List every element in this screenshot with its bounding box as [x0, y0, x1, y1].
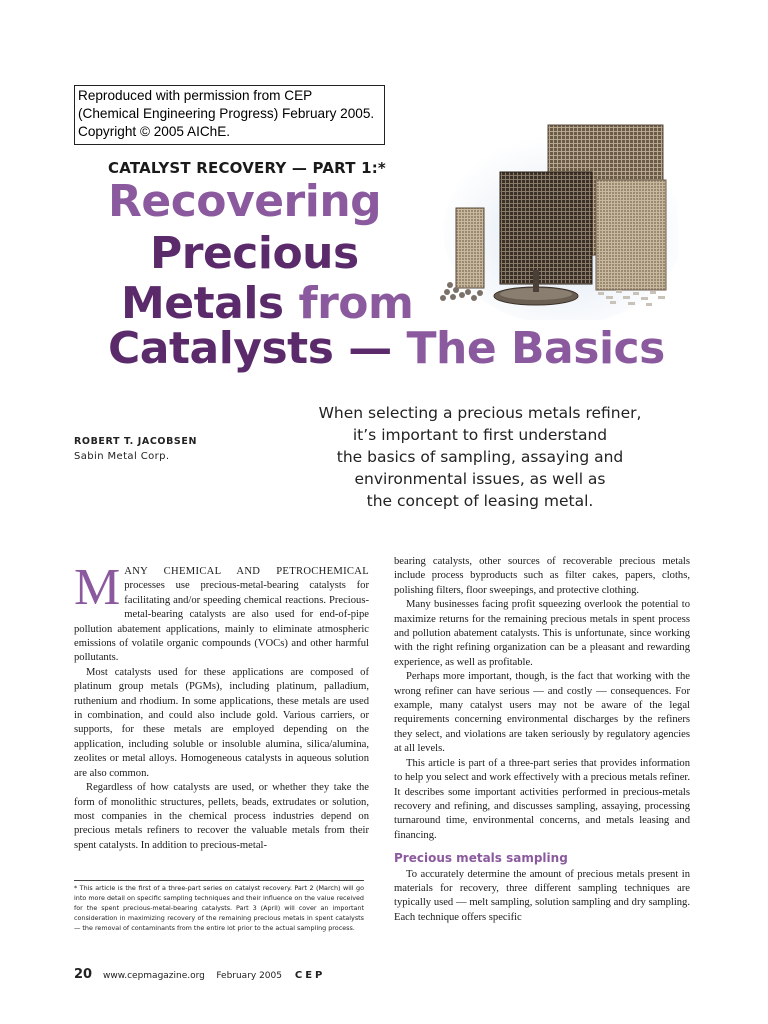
author-name: ROBERT T. JACOBSEN — [74, 436, 198, 447]
permission-line-1: Reproduced with permission from CEP — [78, 88, 313, 103]
section-heading: Precious metals sampling — [394, 851, 568, 866]
paragraph-6: Perhaps more important, though, is the fact that working with the wrong refiner can have serious — and costly — consequences. For example, many catalyst users may not be aware of the legal requirements concerning environmental discharges by the refiners they select, and violations are taken seriously by regulatory agencies at all levels. — [394, 671, 690, 755]
deck-line-4: environmental issues, as well as — [354, 470, 606, 488]
byline — [74, 434, 197, 464]
body-column-right — [394, 555, 690, 925]
paragraph-4: bearing catalysts, other sources of recoverable precious metals include process byproducts such as filter cakes, papers, cloths, polishing filters, floor sweepings, and protective clothing. — [394, 556, 690, 596]
drop-cap: M — [74, 559, 121, 616]
page-number: 20 — [74, 967, 93, 982]
deck-line-1: When selecting a precious metals refiner, — [318, 404, 642, 422]
footnote: * This article is the first of a three-part series on catalyst recovery. Part 2 (March) will go into more detail on specific sampling techniques and their influence on the value received for the spent precious-metal-bearing catalysts. Part 3 (April) will cover an important consideration in maximizing recovery of the remaining precious metals in spent catalysts — the removal of contaminants from the entire lot prior to the actual sampling process. — [74, 880, 364, 933]
deck-line-3: the basics of sampling, assaying and — [336, 448, 624, 466]
title-line-4-b: The Basics — [391, 323, 665, 374]
author-organization: Sabin Metal Corp. — [74, 451, 170, 462]
paragraph-2: Most catalysts used for these applications are composed of platinum group metals (PGMs), including platinum, palladium, ruthenium and rhodium. In some applications, these metals are used in combination, and could also include gold. Various carriers, or supports, for these metals are employed depending on the application, including soluble or insoluble alumina, silica/alumina, zeolites or metal alloys. Homogeneous catalysts in aqueous solution are also common. — [74, 666, 369, 779]
lead-in: ANY CHEMICAL AND PETROCHEMICAL — [124, 566, 369, 577]
deck-line-2: it’s important to first understand — [352, 426, 608, 444]
magazine-logo: CEP — [294, 970, 326, 981]
permission-notice — [74, 85, 385, 145]
deck-text — [290, 402, 670, 512]
paragraph-1-text: processes use precious-metal-bearing catalysts for facilitating and/or speeding chemical reactions. Precious-metal-bearing catalysts are also used for end-of-pipe pollution abatement applications, mainly to eliminate atmospheric emissions of volatile organic compounds (VOCs) and other harmful pollutants. — [74, 580, 369, 664]
page-footer — [74, 967, 325, 982]
title-line-2: Precious — [150, 228, 359, 279]
permission-line-3: Copyright © 2005 AIChE. — [78, 124, 231, 139]
series-kicker: CATALYST RECOVERY — PART 1:* — [108, 159, 386, 177]
catalyst-photo — [438, 120, 678, 320]
paragraph-1 — [74, 559, 369, 666]
title-line-4-a: Catalysts — — [108, 323, 392, 374]
paragraph-5: Many businesses facing profit squeezing overlook the potential to maximize returns for the remaining precious metals in spent process and pollution abatement catalysts. This is unfortunate, since working with the right refining organization can be a pleasant and rewarding experience, as well as profitable. — [394, 599, 690, 668]
title-line-3-b: from — [283, 278, 414, 329]
body-column-left — [74, 559, 369, 853]
paragraph-8: To accurately determine the amount of precious metals present in materials for recovery, three different sampling techniques are typically used — melt sampling, solution sampling and dry sampling. Each technique offers specific — [394, 868, 690, 923]
permission-line-2: (Chemical Engineering Progress) February 2005. — [78, 106, 375, 121]
paragraph-7: This article is part of a three-part series that provides information to help you select and work effectively with a precious metals refiner. It describes some important activities performed in precious-metals recovery and refining, and discusses sampling, assaying, processing turnaround time, environmental concerns, and metals leasing and financing. — [394, 757, 690, 841]
title-line-3 — [121, 278, 414, 329]
title-line-3-a: Metals — [121, 278, 284, 329]
title-line-1: Recovering — [108, 176, 382, 227]
deck-line-5: the concept of leasing metal. — [366, 492, 594, 510]
footer-url: www.cepmagazine.org — [102, 971, 205, 981]
paragraph-3: Regardless of how catalysts are used, or whether they take the form of monolithic structures, pellets, beads, extrudates or solution, most companies in the chemical process industries depend on precious metals refiners to recover the valuable metals from their spent catalysts. In addition to precious-metal- — [74, 782, 369, 851]
footer-date: February 2005 — [216, 971, 282, 981]
title-line-4 — [108, 323, 665, 374]
